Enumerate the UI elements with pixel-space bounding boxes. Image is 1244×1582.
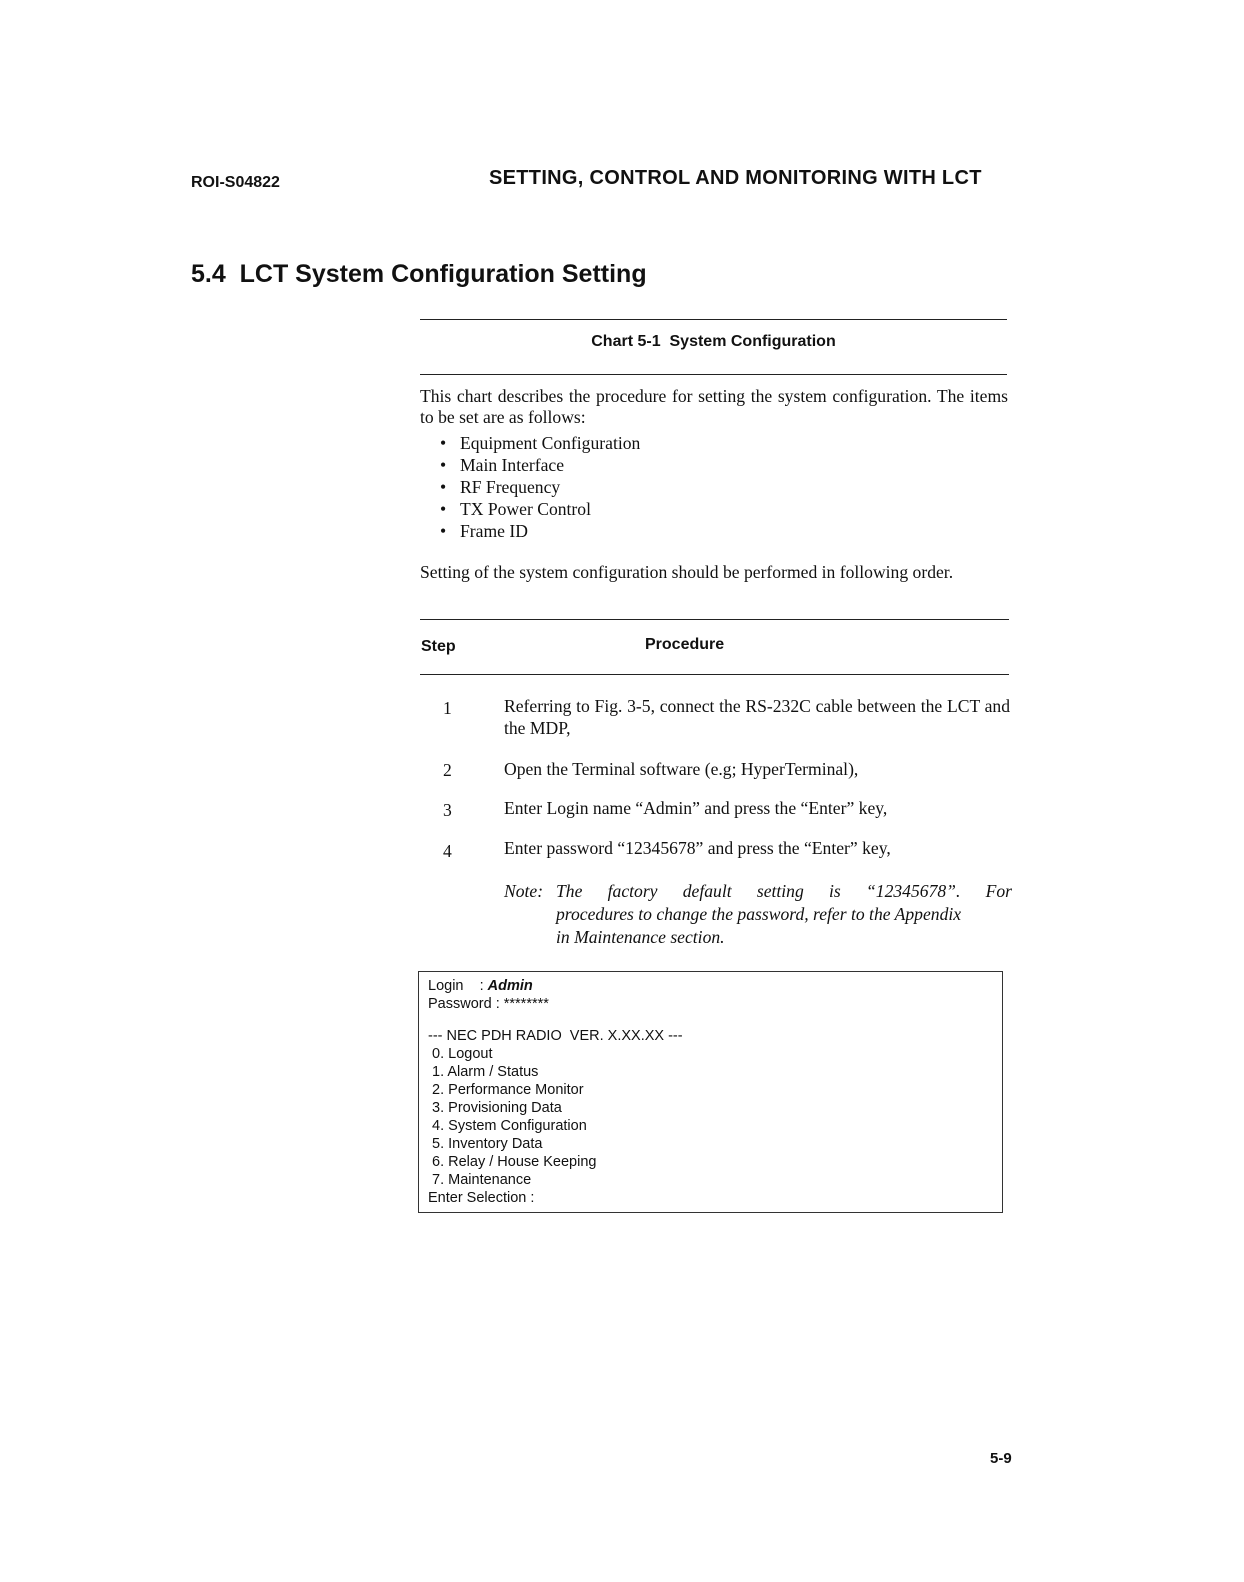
step-number: 3	[443, 800, 452, 820]
table-header-rule	[420, 674, 1009, 675]
step-number: 1	[443, 698, 452, 718]
list-item: • Equipment Configuration	[440, 432, 640, 454]
menu-item-relay-house-keeping: 6. Relay / House Keeping	[428, 1154, 597, 1170]
menu-item-inventory-data: 5. Inventory Data	[428, 1136, 543, 1152]
note-line: The factory default setting is “12345678”. For	[556, 881, 1012, 901]
menu-item-performance-monitor: 2. Performance Monitor	[428, 1082, 584, 1098]
step-column-header: Step	[421, 638, 456, 655]
password-line	[428, 995, 1002, 1013]
selection-prompt: Enter Selection :	[428, 1190, 535, 1206]
menu-item-system-configuration: 4. System Configuration	[428, 1118, 587, 1134]
version-banner: --- NEC PDH RADIO VER. X.XX.XX ---	[428, 1028, 683, 1044]
chart-title: Chart 5-1 System Configuration	[591, 333, 836, 350]
password-label: Password :	[428, 996, 504, 1012]
step-text: Referring to Fig. 3-5, connect the RS-232C cable between the LCT and the MDP,	[504, 696, 1010, 738]
chart-title-rule	[420, 374, 1007, 375]
document-id: ROI-S04822	[191, 174, 280, 191]
note-line: in Maintenance section.	[556, 927, 725, 947]
menu-item-maintenance: 7. Maintenance	[428, 1172, 532, 1188]
note-line: procedures to change the password, refer to the Appendix	[556, 904, 962, 924]
step-number: 2	[443, 760, 452, 780]
list-item: • Main Interface	[440, 454, 640, 476]
menu-item-logout: 0. Logout	[428, 1046, 493, 1062]
password-value: ********	[503, 996, 549, 1012]
config-item-list	[440, 432, 640, 542]
step-text: Enter password “12345678” and press the “Enter” key,	[504, 838, 891, 858]
list-item: • TX Power Control	[440, 498, 640, 520]
login-value: Admin	[487, 978, 533, 994]
step-number: 4	[443, 841, 452, 861]
menu-item-alarm-status: 1. Alarm / Status	[428, 1064, 539, 1080]
running-title: SETTING, CONTROL AND MONITORING WITH LCT	[489, 167, 982, 189]
menu-item-provisioning-data: 3. Provisioning Data	[428, 1100, 562, 1116]
note-label: Note:	[504, 881, 544, 901]
login-label: Login :	[428, 978, 488, 994]
list-item: • Frame ID	[440, 520, 640, 542]
order-note: Setting of the system configuration should be performed in following order.	[420, 562, 954, 582]
page-number: 5-9	[990, 1450, 1012, 1467]
chart-intro: This chart describes the procedure for setting the system configuration. The items to be set are as follows:	[420, 386, 1008, 427]
step-text: Enter Login name “Admin” and press the “Enter” key,	[504, 798, 888, 818]
section-title: 5.4 LCT System Configuration Setting	[191, 260, 647, 288]
table-top-rule	[420, 619, 1009, 620]
chart-top-rule	[420, 319, 1007, 320]
step-text: Open the Terminal software (e.g; HyperTerminal),	[504, 759, 859, 779]
procedure-column-header: Procedure	[645, 636, 725, 653]
password-note	[504, 880, 1012, 949]
terminal-screen	[418, 971, 1003, 1213]
list-item: • RF Frequency	[440, 476, 640, 498]
login-line	[428, 977, 1002, 995]
